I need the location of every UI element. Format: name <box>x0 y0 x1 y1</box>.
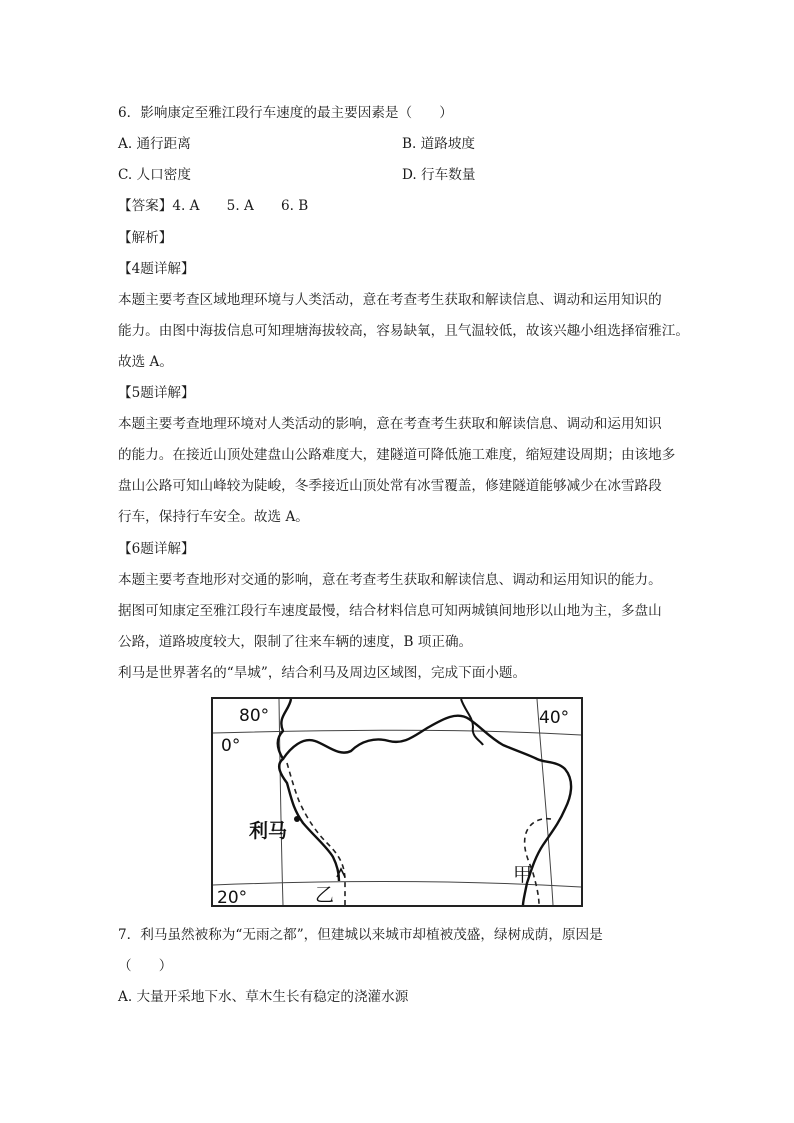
q5-detail-line: 的能力。在接近山顶处建盘山公路难度大，建隧道可降低施工难度，缩短建设周期；由该地多 <box>118 447 676 463</box>
q6-detail-line: 本题主要考查地形对交通的影响，意在考查考生获取和解读信息、调动和运用知识的能力。 <box>118 572 662 588</box>
q6-stem: 6．影响康定至雅江段行车速度的最主要因素是（ ） <box>118 105 453 121</box>
q6-detail-line: 公路，道路坡度较大，限制了往来车辆的速度，B 项正确。 <box>118 634 473 650</box>
label-lon40: 40° <box>539 708 570 728</box>
label-jia: 甲 <box>513 864 533 886</box>
answer-line: 【答案】4. A 5. A 6. B <box>118 198 309 214</box>
q5-detail-line: 本题主要考查地理环境对人类活动的影响，意在考查考生获取和解读信息、调动和运用知识 <box>118 416 662 432</box>
intro-text: 利马是世界著名的“旱城”，结合利马及周边区域图，完成下面小题。 <box>118 665 527 681</box>
q4-detail-line: 能力。由图中海拔信息可知理塘海拔较高，容易缺氧，且气温较低，故该兴趣小组选择宿雅江。 <box>118 323 689 339</box>
q7-stem: 7．利马虽然被称为“无雨之都”，但建城以来城市却植被茂盛，绿树成荫，原因是 <box>118 927 603 943</box>
q6-option-c: C. 人口密度 <box>118 167 191 183</box>
q7-stem-cont: （ ） <box>118 958 173 974</box>
label-yi: 乙 <box>315 884 335 906</box>
q5-detail-line: 行车，保持行车安全。故选 A。 <box>118 509 309 525</box>
label-lima: 利马 <box>249 820 288 842</box>
q6-option-d: D. 行车数量 <box>402 167 476 183</box>
q5-detail-line: 盘山公路可知山峰较为陡峻，冬季接近山顶处常有冰雪覆盖，修建隧道能够减少在冰雪路段 <box>118 478 662 494</box>
q7-option-a: A. 大量开采地下水、草木生长有稳定的浇灌水源 <box>118 989 409 1005</box>
q4-detail-heading: 【4题详解】 <box>118 261 195 277</box>
q4-detail-line: 本题主要考查区域地理环境与人类活动，意在考查考生获取和解读信息、调动和运用知识的 <box>118 292 662 308</box>
q6-detail-heading: 【6题详解】 <box>118 541 195 557</box>
lima-region-map <box>211 697 583 907</box>
label-lat20: 20° <box>217 888 248 907</box>
lima-marker <box>294 816 300 822</box>
q6-detail-line: 据图可知康定至雅江段行车速度最慢，结合材料信息可知两城镇间地形以山地为主，多盘山 <box>118 603 662 619</box>
q6-option-b: B. 道路坡度 <box>402 136 476 152</box>
q4-detail-line: 故选 A。 <box>118 354 173 370</box>
q5-detail-heading: 【5题详解】 <box>118 385 195 401</box>
label-lon80: 80° <box>239 706 270 726</box>
analysis-title: 【解析】 <box>118 230 173 246</box>
label-lat0: 0° <box>221 736 241 756</box>
q6-option-a: A. 通行距离 <box>118 136 191 152</box>
